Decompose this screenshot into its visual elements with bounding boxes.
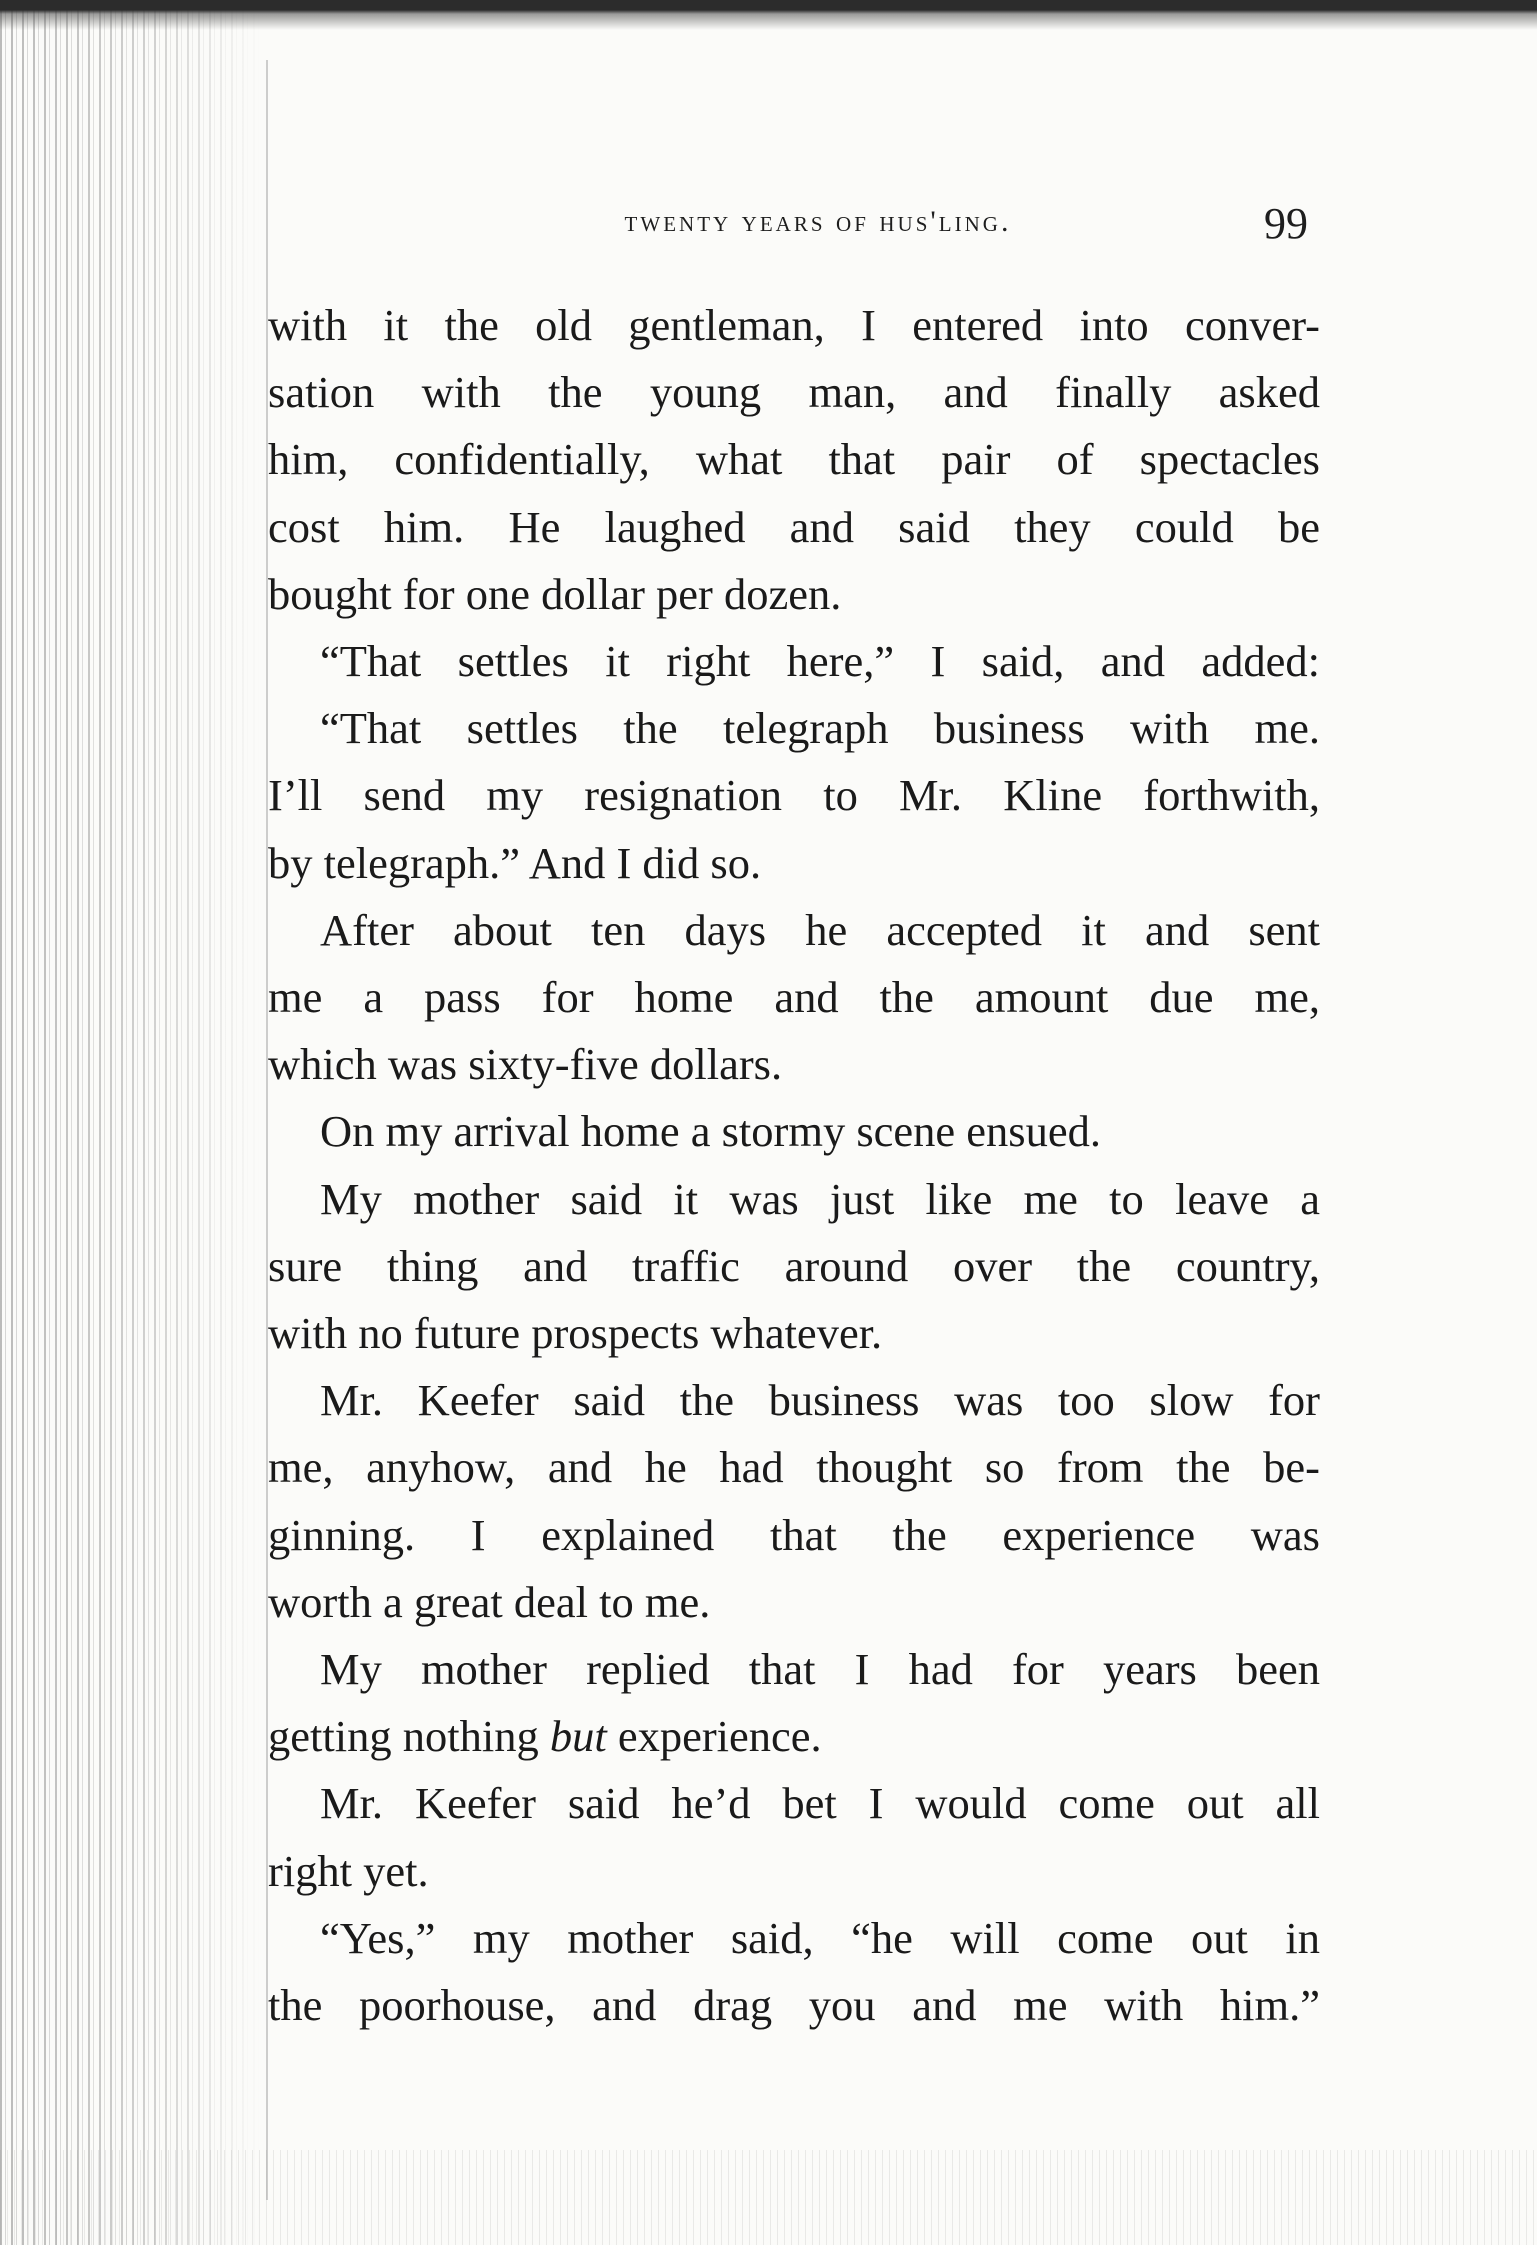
- text-line: by telegraph.” And I did so.: [268, 837, 762, 888]
- text-line: On my arrival home a stormy scene ensued.: [320, 1106, 1101, 1157]
- text-line: My mother said it was just like me to leave a: [320, 1173, 1320, 1224]
- text-line: Mr. Keefer said the business was too slow for: [320, 1375, 1320, 1426]
- binding-shadow: [0, 0, 262, 2245]
- text-line: “That settles it right here,” I said, and added:: [320, 636, 1320, 687]
- text-line: worth a great deal to me.: [268, 1576, 711, 1627]
- page-top-edge: [0, 0, 1537, 30]
- text-line: “That settles the telegraph business with me.: [320, 703, 1320, 754]
- text-line: bought for one dollar per dozen.: [268, 568, 842, 619]
- text-line: sation with the young man, and finally asked: [268, 367, 1320, 418]
- text-line: me a pass for home and the amount due me,: [268, 972, 1320, 1023]
- scan-noise: [0, 2150, 1537, 2245]
- text-line: [268, 1703, 1320, 1770]
- text-line: cost him. He laughed and said they could be: [268, 501, 1320, 552]
- body-text: [268, 292, 1320, 2039]
- text-line: ginning. I explained that the experience was: [268, 1509, 1320, 1560]
- text-segment: experience.: [606, 1711, 822, 1762]
- page-number: 99: [1264, 199, 1308, 248]
- text-line: After about ten days he accepted it and sent: [320, 904, 1320, 955]
- text-line: My mother replied that I had for years been: [320, 1644, 1320, 1695]
- text-line: I’ll send my resignation to Mr. Kline forthwith,: [268, 770, 1320, 821]
- text-line: me, anyhow, and he had thought so from the be-: [268, 1442, 1320, 1493]
- italic-word: but: [549, 1711, 607, 1762]
- text-line: right yet.: [268, 1845, 429, 1896]
- text-line: which was sixty-five dollars.: [268, 1039, 783, 1090]
- text-line: with it the old gentleman, I entered into conver-: [268, 300, 1320, 350]
- text-line: Mr. Keefer said he’d bet I would come out all: [320, 1778, 1320, 1829]
- text-line: sure thing and traffic around over the country,: [268, 1240, 1320, 1291]
- text-segment: getting nothing: [268, 1711, 550, 1762]
- text-line: with no future prospects whatever.: [268, 1308, 883, 1359]
- text-line: him, confidentially, what that pair of spectacles: [268, 434, 1320, 485]
- running-head: twenty years of hus'ling.: [624, 205, 1012, 238]
- text-line: the poorhouse, and drag you and me with him.”: [268, 1980, 1320, 2031]
- text-line: “Yes,” my mother said, “he will come out in: [320, 1912, 1320, 1963]
